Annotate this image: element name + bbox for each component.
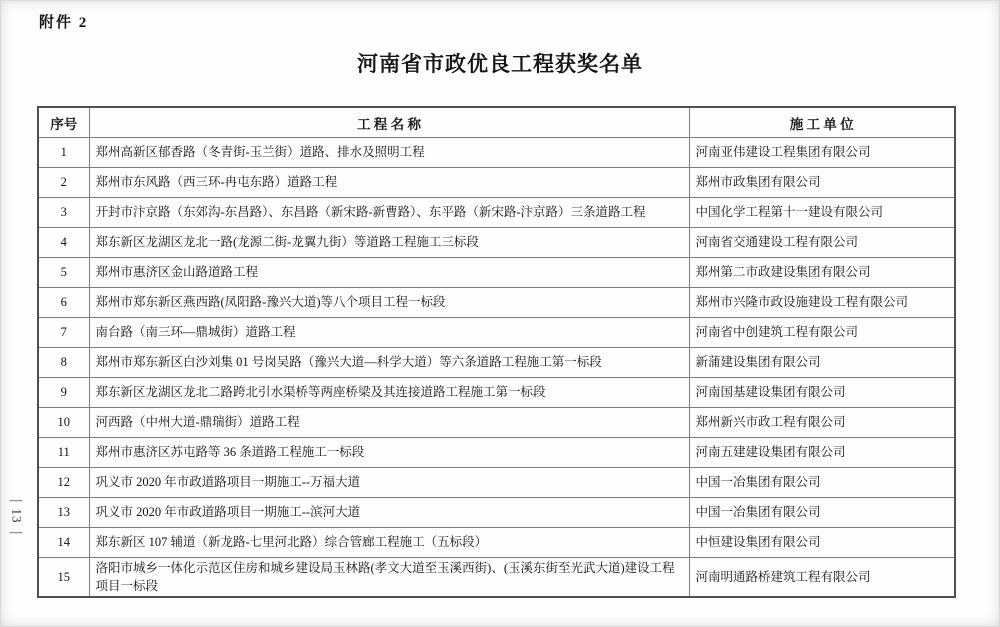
construction-unit-cell: 郑州第二市政建设集团有限公司	[689, 258, 955, 288]
table-row	[38, 558, 955, 598]
project-name-cell: 郑州市郑东新区白沙刘集 01 号岗吴路（豫兴大道—科学大道）等六条道路工程施工第一标段	[89, 348, 689, 378]
construction-unit-cell: 河南五建建设集团有限公司	[689, 438, 955, 468]
table-row	[38, 468, 955, 498]
project-name-cell: 郑州市惠济区苏屯路等 36 条道路工程施工一标段	[89, 438, 689, 468]
project-name-cell: 郑州市郑东新区燕西路(凤阳路-豫兴大道)等八个项目工程一标段	[89, 288, 689, 318]
table-header-row	[38, 107, 955, 138]
project-name-cell: 郑东新区 107 辅道（新龙路-七里河北路）综合管廊工程施工（五标段）	[89, 528, 689, 558]
serial-number-cell: 4	[38, 228, 89, 258]
serial-number-cell: 2	[38, 168, 89, 198]
project-name-cell: 郑州市惠济区金山路道路工程	[89, 258, 689, 288]
construction-unit-cell: 中恒建设集团有限公司	[689, 528, 955, 558]
col-header-construction-unit: 施 工 单 位	[689, 107, 955, 138]
construction-unit-cell: 中国化学工程第十一建设有限公司	[689, 198, 955, 228]
serial-number-cell: 11	[38, 438, 89, 468]
project-name-cell: 巩义市 2020 年市政道路项目一期施工--滨河大道	[89, 498, 689, 528]
table-row	[38, 138, 955, 168]
table-row	[38, 378, 955, 408]
page-number-dash-top: —	[9, 492, 23, 507]
project-name-cell: 郑州高新区郁香路（冬青街-玉兰街）道路、排水及照明工程	[89, 138, 689, 168]
table-row	[38, 168, 955, 198]
project-name-cell: 郑东新区龙湖区龙北二路跨北引水渠桥等两座桥梁及其连接道路工程施工第一标段	[89, 378, 689, 408]
table-row	[38, 498, 955, 528]
page-number	[3, 492, 29, 539]
serial-number-cell: 3	[38, 198, 89, 228]
serial-number-cell: 8	[38, 348, 89, 378]
construction-unit-cell: 郑州新兴市政工程有限公司	[689, 408, 955, 438]
table-row	[38, 318, 955, 348]
construction-unit-cell: 河南亚伟建设工程集团有限公司	[689, 138, 955, 168]
serial-number-cell: 14	[38, 528, 89, 558]
construction-unit-cell: 郑州市兴隆市政设施建设工程有限公司	[689, 288, 955, 318]
table-row	[38, 408, 955, 438]
serial-number-cell: 15	[38, 558, 89, 598]
serial-number-cell: 1	[38, 138, 89, 168]
construction-unit-cell: 中国一冶集团有限公司	[689, 468, 955, 498]
col-header-serial-number: 序号	[38, 107, 89, 138]
awards-table	[37, 106, 956, 598]
attachment-label: 附件 2	[39, 15, 89, 31]
serial-number-cell: 5	[38, 258, 89, 288]
project-name-cell: 郑州市东风路（西三环-冉屯东路）道路工程	[89, 168, 689, 198]
construction-unit-cell: 河南国基建设集团有限公司	[689, 378, 955, 408]
project-name-cell: 南台路（南三环—鼎城街）道路工程	[89, 318, 689, 348]
table-row	[38, 288, 955, 318]
serial-number-cell: 7	[38, 318, 89, 348]
table-row	[38, 198, 955, 228]
page-title: 河南省市政优良工程获奖名单	[357, 53, 643, 76]
table-row	[38, 438, 955, 468]
table-row	[38, 258, 955, 288]
construction-unit-cell: 中国一冶集团有限公司	[689, 498, 955, 528]
serial-number-cell: 10	[38, 408, 89, 438]
serial-number-cell: 12	[38, 468, 89, 498]
page-number-value: 13	[9, 508, 24, 524]
table-row	[38, 228, 955, 258]
construction-unit-cell: 新蒲建设集团有限公司	[689, 348, 955, 378]
page-number-dash-bottom: —	[9, 524, 23, 539]
table-row	[38, 348, 955, 378]
construction-unit-cell: 郑州市政集团有限公司	[689, 168, 955, 198]
construction-unit-cell: 河南省中创建筑工程有限公司	[689, 318, 955, 348]
serial-number-cell: 13	[38, 498, 89, 528]
construction-unit-cell: 河南明通路桥建筑工程有限公司	[689, 558, 955, 598]
project-name-cell: 开封市汴京路（东郊沟-东昌路）、东昌路（新宋路-新曹路）、东平路（新宋路-汴京路）三条道路工程	[89, 198, 689, 228]
project-name-cell: 河西路（中州大道-鼎瑞街）道路工程	[89, 408, 689, 438]
project-name-cell: 郑东新区龙湖区龙北一路(龙源二街-龙翼九街）等道路工程施工三标段	[89, 228, 689, 258]
project-name-cell: 洛阳市城乡一体化示范区住房和城乡建设局玉林路(孝文大道至玉溪西街)、(玉溪东街至光武大道)建设工程项目一标段	[89, 558, 689, 598]
construction-unit-cell: 河南省交通建设工程有限公司	[689, 228, 955, 258]
project-name-cell: 巩义市 2020 年市政道路项目一期施工--万福大道	[89, 468, 689, 498]
table-row	[38, 528, 955, 558]
serial-number-cell: 9	[38, 378, 89, 408]
col-header-project-name: 工 程 名 称	[89, 107, 689, 138]
serial-number-cell: 6	[38, 288, 89, 318]
